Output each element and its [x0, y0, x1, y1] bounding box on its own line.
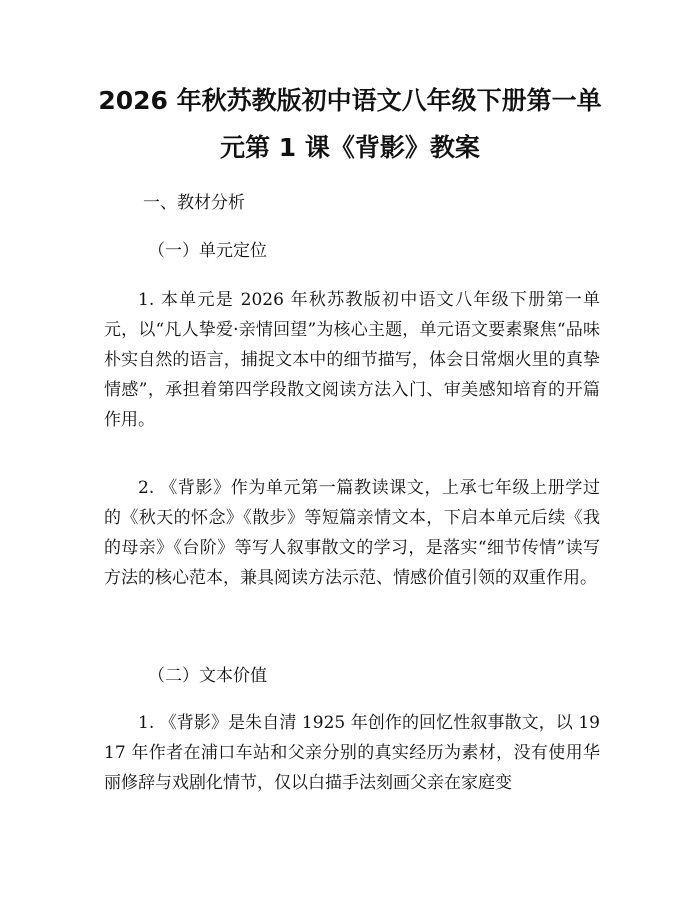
document-title-line-1: 2026 年秋苏教版初中语文八年级下册第一单	[98, 86, 602, 115]
section-heading-textbook-analysis: 一、教材分析	[143, 193, 245, 213]
paragraph-text-value-1: 1. 《背影》是朱自清 1925 年创作的回忆性叙事散文，以 1917 年作者在浦口车站和父亲分别的真实经历为素材，没有使用华丽修辞与戏剧化情节，仅以白描手法刻画父亲在家庭变	[104, 713, 600, 793]
paragraph-unit-positioning-2: 2. 《背影》作为单元第一篇教读课文，上承七年级上册学过的《秋天的怀念》《散步》等短篇亲情文本，下启本单元后续《我的母亲》《台阶》等写人叙事散文的学习，是落实“细节传情”读写方法的核心范本，兼具阅读方法示范、情感价值引领的双重作用。	[104, 478, 600, 588]
document-title-line-2: 元第 1 课《背影》教案	[220, 133, 480, 162]
subsection-heading-unit-positioning: （一）单元定位	[148, 241, 267, 261]
paragraph-unit-positioning-1: 1. 本单元是 2026 年秋苏教版初中语文八年级下册第一单元，以“凡人挚爱·亲情回望”为核心主题，单元语文要素聚焦“品味朴实自然的语言，捕捉文本中的细节描写，体会日常烟火里的真挚情感”，承担着第四学段散文阅读方法入门、审美感知培育的开篇作用。	[104, 290, 600, 430]
subsection-heading-text-value: （二）文本价值	[148, 666, 267, 686]
